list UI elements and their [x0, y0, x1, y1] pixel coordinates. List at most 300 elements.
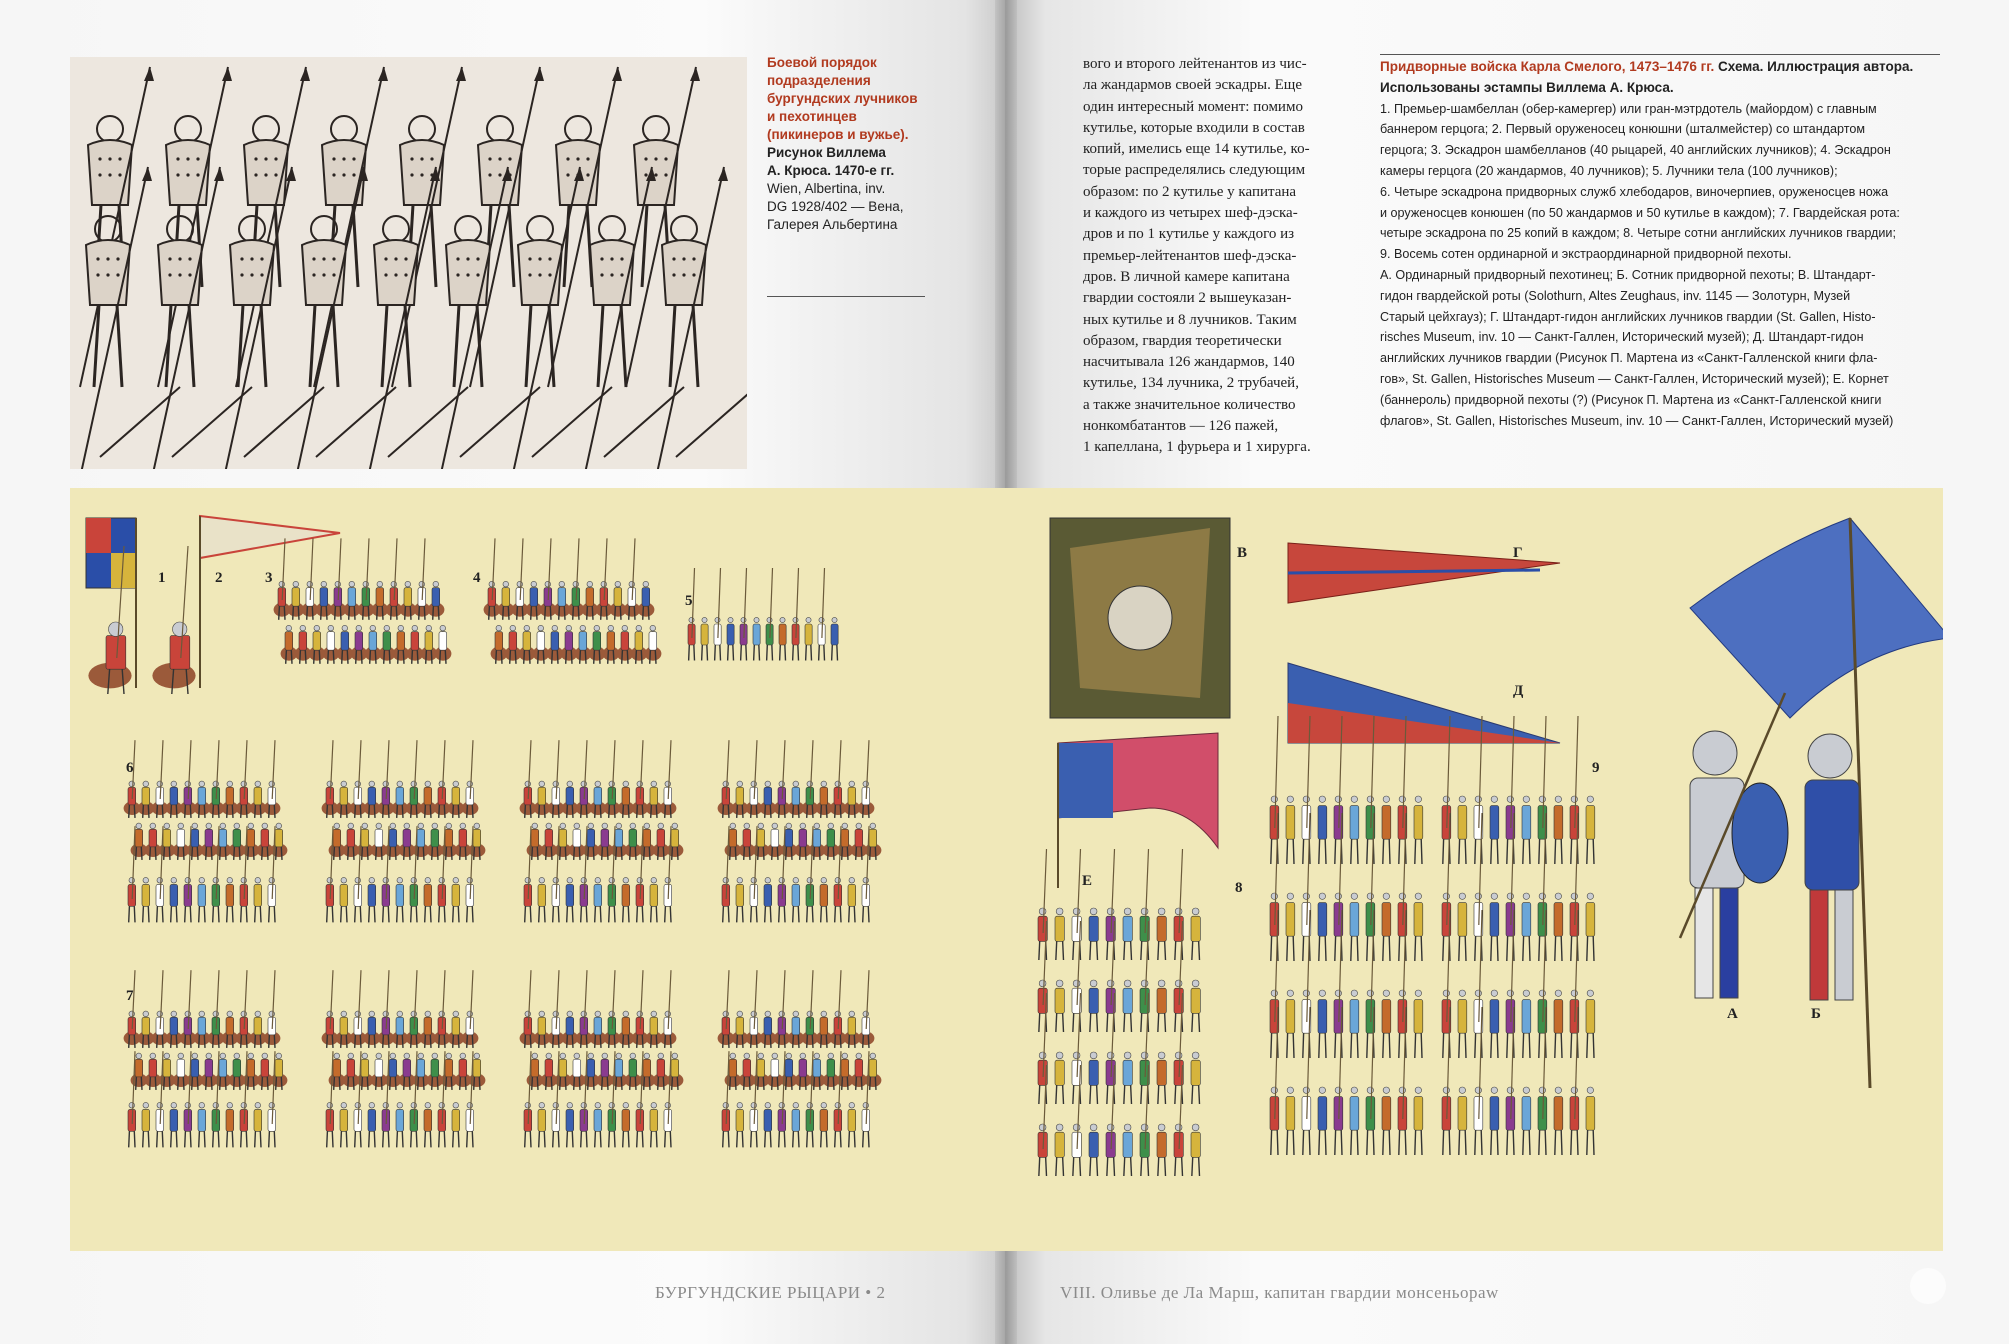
- helmet: [255, 1102, 261, 1108]
- leg: [1443, 1033, 1444, 1058]
- leg: [592, 606, 593, 620]
- leg: [735, 847, 736, 860]
- soldier-leg: [526, 305, 531, 387]
- helmet: [467, 1102, 473, 1108]
- helmet: [672, 823, 678, 829]
- helmet: [234, 1053, 240, 1059]
- helmet: [793, 617, 798, 622]
- helmet: [453, 781, 459, 787]
- armour-dot: [176, 157, 179, 160]
- leg: [1097, 1013, 1098, 1032]
- soldier-body: [88, 140, 132, 205]
- helmet: [227, 877, 233, 883]
- leg: [1325, 1130, 1326, 1155]
- helmet: [615, 581, 621, 587]
- soldier: [1055, 1060, 1064, 1085]
- helmet: [772, 1053, 778, 1059]
- leg: [356, 650, 357, 664]
- helmet: [185, 877, 191, 883]
- leg: [828, 847, 829, 860]
- leg: [192, 847, 193, 860]
- helmet: [552, 625, 558, 631]
- helmet: [262, 1053, 268, 1059]
- leg: [600, 1035, 601, 1048]
- leg: [391, 606, 392, 620]
- helmet: [220, 1053, 226, 1059]
- soldier: [671, 829, 679, 847]
- leg: [334, 847, 335, 860]
- soldier: [827, 1059, 835, 1077]
- leg: [508, 606, 509, 620]
- leg: [780, 645, 781, 661]
- leg: [580, 650, 581, 664]
- helmet: [623, 781, 629, 787]
- leg: [458, 1131, 459, 1147]
- helmet: [1459, 893, 1465, 899]
- helmet: [524, 625, 530, 631]
- armour-dot: [384, 257, 387, 260]
- helmet: [702, 617, 707, 622]
- helmet: [609, 1102, 615, 1108]
- leg: [1175, 1157, 1176, 1176]
- helmet: [819, 617, 824, 622]
- helmet: [503, 581, 509, 587]
- leg: [410, 606, 411, 620]
- pike-butt: [604, 387, 684, 457]
- leg: [1587, 1130, 1588, 1155]
- leg: [346, 805, 347, 818]
- soldier: [1286, 903, 1295, 937]
- leg: [298, 606, 299, 620]
- leg: [835, 906, 836, 922]
- helmet: [828, 823, 834, 829]
- leg: [1199, 941, 1200, 960]
- body-line: 1 капеллана, 1 фурьера и 1 хирурга.: [1083, 439, 1311, 456]
- leg: [444, 805, 445, 818]
- armour-dot: [264, 157, 267, 160]
- guardsman-B-leg: [1810, 890, 1828, 1000]
- leg: [614, 805, 615, 818]
- helmet: [765, 781, 771, 787]
- helmet: [1158, 1124, 1165, 1131]
- leg: [234, 847, 235, 860]
- armour-dot: [98, 157, 101, 160]
- leg: [560, 847, 561, 860]
- armour-dot: [332, 273, 335, 276]
- leg: [425, 1035, 426, 1048]
- leg: [807, 1035, 808, 1048]
- leg: [758, 1077, 759, 1090]
- leg: [1309, 1130, 1310, 1155]
- soldier: [1382, 806, 1391, 840]
- leg: [411, 805, 412, 818]
- helmet: [623, 1102, 629, 1108]
- pike-butt: [532, 387, 612, 457]
- soldier: [869, 1059, 877, 1077]
- leg: [595, 1035, 596, 1048]
- soldier: [642, 588, 650, 606]
- leg: [269, 906, 270, 922]
- leg: [246, 1131, 247, 1147]
- helmet: [863, 1011, 869, 1017]
- helmet: [1351, 796, 1357, 802]
- soldier: [502, 588, 510, 606]
- flag-V-rider: [1108, 586, 1172, 650]
- helmet: [644, 823, 650, 829]
- armour-dot: [508, 157, 511, 160]
- leg: [630, 847, 631, 860]
- soldier: [848, 1109, 856, 1131]
- helmet: [744, 823, 750, 829]
- helmet: [665, 1102, 671, 1108]
- leg: [707, 645, 708, 661]
- leg: [183, 847, 184, 860]
- leg: [826, 805, 827, 818]
- helmet: [419, 581, 425, 587]
- soldier: [205, 829, 213, 847]
- leg: [293, 606, 294, 620]
- cavalry-unit: [152, 546, 195, 694]
- leg: [1523, 839, 1524, 864]
- leg: [1271, 1130, 1272, 1155]
- helmet: [751, 877, 757, 883]
- helmet: [1523, 1087, 1529, 1093]
- leg: [1449, 1130, 1450, 1155]
- leg: [765, 805, 766, 818]
- soldier: [1522, 1097, 1531, 1131]
- leg: [1073, 941, 1074, 960]
- soldier: [1458, 1097, 1467, 1131]
- leg: [439, 805, 440, 818]
- helmet: [369, 877, 375, 883]
- leg: [1287, 839, 1288, 864]
- helmet: [328, 625, 334, 631]
- leg: [642, 1131, 643, 1147]
- leg: [162, 1131, 163, 1147]
- leg: [1287, 1130, 1288, 1155]
- helmet: [637, 1102, 643, 1108]
- leg: [634, 606, 635, 620]
- leg: [383, 1131, 384, 1147]
- leg: [672, 847, 673, 860]
- leg: [602, 1077, 603, 1090]
- helmet: [1555, 796, 1561, 802]
- soldier-leg: [275, 205, 280, 287]
- leg: [553, 805, 554, 818]
- leg: [276, 847, 277, 860]
- leg: [397, 906, 398, 922]
- helmet: [213, 781, 219, 787]
- body-line: насчитывала 126 жандармов, 140: [1083, 354, 1295, 371]
- banner-quarter: [86, 518, 111, 553]
- helmet: [1287, 893, 1293, 899]
- helmet: [1351, 990, 1357, 996]
- leg: [332, 1131, 333, 1147]
- soldier-helmet: [487, 116, 513, 142]
- helmet: [609, 1011, 615, 1017]
- leg: [630, 1077, 631, 1090]
- leg: [875, 847, 876, 860]
- leg: [395, 847, 396, 860]
- helmet: [1335, 990, 1341, 996]
- helmet: [171, 1102, 177, 1108]
- leg: [1529, 1130, 1530, 1155]
- soldier: [1089, 1132, 1098, 1157]
- leg: [437, 847, 438, 860]
- leg: [260, 1131, 261, 1147]
- leg: [594, 650, 595, 664]
- helmet: [1539, 1087, 1545, 1093]
- leg: [417, 650, 418, 664]
- flag-E-canton: [1058, 743, 1113, 818]
- leg: [395, 1077, 396, 1090]
- guard-banner: [1690, 518, 1943, 718]
- helmet: [397, 1102, 403, 1108]
- soldier: [439, 632, 447, 650]
- leg: [665, 1131, 666, 1147]
- soldier: [736, 787, 744, 805]
- leg: [206, 847, 207, 860]
- leg: [232, 906, 233, 922]
- helmet: [689, 617, 694, 622]
- helmet: [453, 877, 459, 883]
- leg: [218, 1035, 219, 1048]
- leg: [770, 906, 771, 922]
- leg: [1141, 1085, 1142, 1104]
- soldier-helmet: [331, 116, 357, 142]
- body-line: образом, гвардия теоретически: [1083, 332, 1282, 349]
- helmet: [1475, 990, 1481, 996]
- leg: [1571, 1130, 1572, 1155]
- soldier-helmet: [643, 116, 669, 142]
- helmet: [255, 877, 261, 883]
- soldier: [275, 829, 283, 847]
- soldier: [313, 632, 321, 650]
- leg: [543, 650, 544, 664]
- leg: [176, 805, 177, 818]
- helmet: [157, 1102, 163, 1108]
- leg: [805, 1077, 806, 1090]
- soldier: [650, 1109, 658, 1131]
- leg: [444, 906, 445, 922]
- helmet: [383, 877, 389, 883]
- leg: [1389, 1130, 1390, 1155]
- helmet: [129, 877, 135, 883]
- leg: [609, 805, 610, 818]
- leg: [737, 805, 738, 818]
- leg: [779, 805, 780, 818]
- helmet: [440, 625, 446, 631]
- helmet: [334, 1053, 340, 1059]
- helmet: [362, 1053, 368, 1059]
- leg: [274, 1131, 275, 1147]
- leg: [763, 1077, 764, 1090]
- helmet: [737, 781, 743, 787]
- leg: [479, 1077, 480, 1090]
- helmet: [751, 1011, 757, 1017]
- plate-caption-line: и оруженосцев конюшен (по 50 жандармов и 50 кутилье в каждом); 7. Гвардейская рота:: [1380, 205, 1900, 220]
- helmet: [588, 1053, 594, 1059]
- helmet: [651, 781, 657, 787]
- leg: [204, 805, 205, 818]
- leg: [558, 805, 559, 818]
- label-1: 1: [158, 570, 166, 586]
- leg: [1383, 839, 1384, 864]
- leg: [227, 1035, 228, 1048]
- leg: [218, 805, 219, 818]
- leg: [770, 1131, 771, 1147]
- leg: [1475, 936, 1476, 961]
- soldier-leg: [642, 205, 647, 287]
- armour-dot: [528, 257, 531, 260]
- soldier: [1089, 988, 1098, 1013]
- helmet: [616, 1053, 622, 1059]
- leg: [1555, 839, 1556, 864]
- leg: [1351, 1130, 1352, 1155]
- helmet: [814, 823, 820, 829]
- soldier: [622, 1017, 630, 1035]
- soldier: [771, 829, 779, 847]
- leg: [777, 847, 778, 860]
- leg: [342, 650, 343, 664]
- leg: [602, 847, 603, 860]
- leg: [737, 1131, 738, 1147]
- leg: [157, 906, 158, 922]
- leg: [600, 906, 601, 922]
- soldier: [538, 1109, 546, 1131]
- leg: [779, 1035, 780, 1048]
- leg: [837, 645, 838, 661]
- soldier: [848, 884, 856, 906]
- soldier: [558, 588, 566, 606]
- soldier: [226, 884, 234, 906]
- helmet: [856, 823, 862, 829]
- leg: [530, 1131, 531, 1147]
- leg: [347, 650, 348, 664]
- leg: [609, 1035, 610, 1048]
- helmet: [814, 1053, 820, 1059]
- leg: [578, 606, 579, 620]
- leg: [1443, 839, 1444, 864]
- leg: [246, 805, 247, 818]
- helmet: [426, 625, 432, 631]
- leg: [821, 1035, 822, 1048]
- leg: [545, 606, 546, 620]
- leg: [444, 1131, 445, 1147]
- helmet: [856, 1053, 862, 1059]
- leg: [814, 1077, 815, 1090]
- leg: [136, 847, 137, 860]
- helmet: [405, 581, 411, 587]
- soldier: [594, 1109, 602, 1131]
- soldier: [565, 632, 573, 650]
- armour-dot: [106, 273, 109, 276]
- leg: [1351, 839, 1352, 864]
- helmet: [741, 617, 746, 622]
- helmet: [1587, 893, 1593, 899]
- soldier: [452, 787, 460, 805]
- leg: [812, 1131, 813, 1147]
- leg: [411, 906, 412, 922]
- soldier: [764, 884, 772, 906]
- armour-dot: [692, 257, 695, 260]
- helmet: [376, 823, 382, 829]
- helmet: [1415, 990, 1421, 996]
- leg: [694, 645, 695, 661]
- helmet: [1555, 893, 1561, 899]
- leg: [715, 645, 716, 661]
- soldier: [607, 632, 615, 650]
- leg: [728, 645, 729, 661]
- leg: [467, 1131, 468, 1147]
- armour-dot: [352, 157, 355, 160]
- pike-shaft: [236, 67, 306, 387]
- helmet: [1192, 908, 1199, 915]
- helmet: [1319, 796, 1325, 802]
- soldier-body: [518, 240, 562, 305]
- helmet: [821, 877, 827, 883]
- soldier-body: [446, 240, 490, 305]
- soldier-body: [634, 140, 678, 205]
- leg: [239, 1077, 240, 1090]
- soldier: [397, 632, 405, 650]
- armour-dot: [352, 173, 355, 176]
- helmet: [546, 1053, 552, 1059]
- soldier-figure: [78, 167, 152, 469]
- helmet: [525, 781, 531, 787]
- helmet: [206, 1053, 212, 1059]
- leg: [1090, 1157, 1091, 1176]
- leg: [1443, 1130, 1444, 1155]
- soldier: [785, 829, 793, 847]
- soldier: [368, 1109, 376, 1131]
- leg: [327, 1131, 328, 1147]
- cavalry-unit: [124, 970, 288, 1090]
- armour-dot: [548, 273, 551, 276]
- leg: [1475, 1033, 1476, 1058]
- helmet: [199, 877, 205, 883]
- leg: [1357, 1130, 1358, 1155]
- leg: [369, 1035, 370, 1048]
- armour-dot: [186, 157, 189, 160]
- leg: [1367, 1130, 1368, 1155]
- armour-dot: [332, 173, 335, 176]
- leg: [723, 1131, 724, 1147]
- soldier-helmet: [599, 216, 625, 242]
- leg: [218, 906, 219, 922]
- leg: [635, 847, 636, 860]
- leg: [1319, 1130, 1320, 1155]
- helmet: [807, 781, 813, 787]
- soldier: [389, 1059, 397, 1077]
- leg: [1459, 1130, 1460, 1155]
- helmet: [241, 877, 247, 883]
- helmet: [807, 877, 813, 883]
- leg: [863, 1131, 864, 1147]
- leg: [190, 805, 191, 818]
- leg: [539, 805, 540, 818]
- helmet: [453, 1011, 459, 1017]
- helmet: [553, 781, 559, 787]
- soldier-body: [166, 140, 210, 205]
- armour-dot: [644, 157, 647, 160]
- helmet: [581, 877, 587, 883]
- engraving-illustration: [70, 57, 747, 469]
- leg: [472, 1035, 473, 1048]
- helmet: [744, 1053, 750, 1059]
- leg: [340, 606, 341, 620]
- helmet: [567, 1011, 573, 1017]
